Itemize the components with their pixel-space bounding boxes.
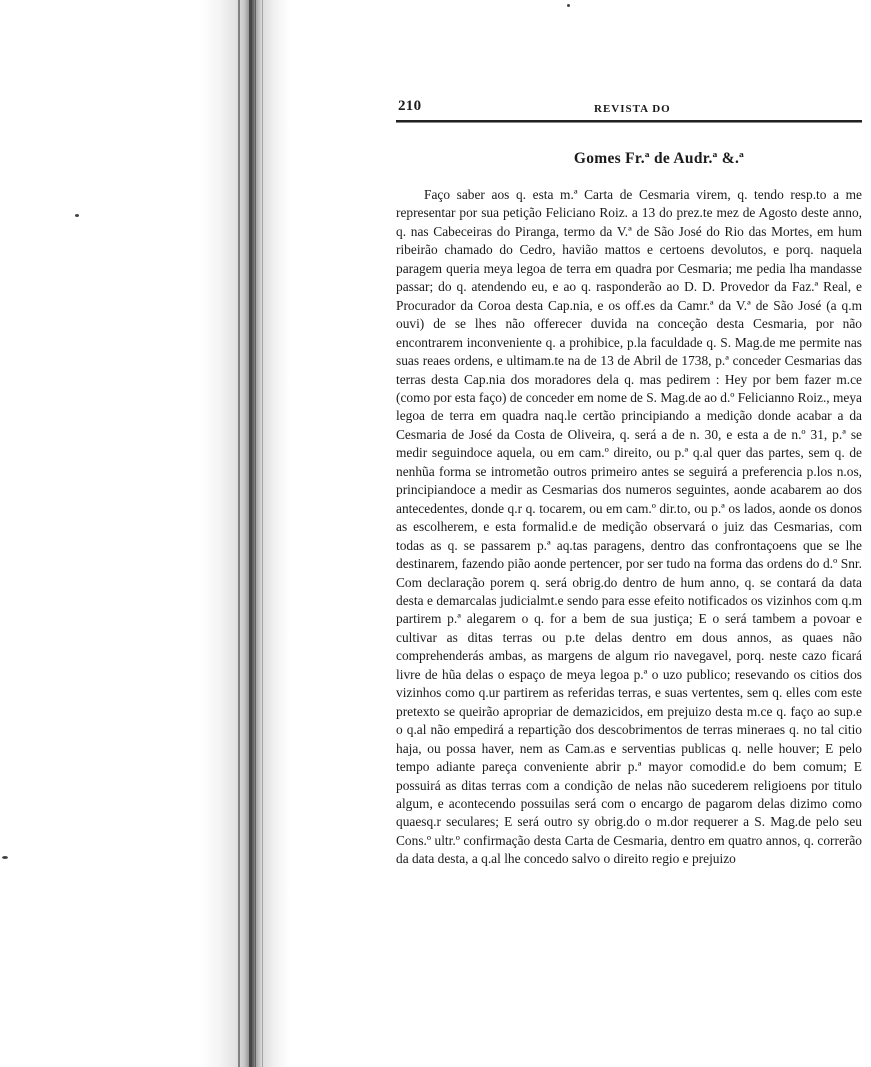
spine-line	[249, 0, 252, 1067]
dust-speck	[75, 214, 79, 217]
spine-line	[238, 0, 240, 1067]
document-body: Faço saber aos q. esta m.ª Carta de Cesmaria virem, q. tendo resp.to a me representar por sua petição Feliciano Roiz. a 13 do prez.te mez de Agosto deste anno, q. nas Cabeceiras do Piranga, termo da V.ª de São José do Rio das Mortes, em hum ribeirão chamado do Cedro, havião mattos e certoens devolutos, e porq. naquela paragem queria meya legoa de terra em quadra por Cesmaria; me pedia lha mandasse passar; do q. atendendo eu, e ao q. rasponderão ao D. D. Provedor da Faz.ª Real, e Procurador da Coroa desta Cap.nia, e os off.es da Camr.ª da V.ª de São José (a q.m ouvi) de se lhes não offerecer duvida na conceção desta Cesmaria, por não encontrarem inconveniente q. a prohibice, p.la faculdade q. S. Mag.de me permite nas suas reaes ordens, e ultimam.te na de 13 de Abril de 1738, p.ª conceder Cesmarias das terras desta Cap.nia dos moradores dela q. mas pedirem : Hey por bem fazer m.ce (como por esta faço) de conceder em nome de S. Mag.de ao d.º Felicianno Roiz., meya legoa de terra em quadra naq.le certão principiando a medição donde acabar a da Cesmaria de José da Costa de Oliveira, q. será a de n. 30, e esta a de n.º 31, p.ª se medir seguindoce aquela, ou em cam.º direito, ou p.ª q.al quer das partes, sem q. de nenhũa forma se intrometão outros primeiro antes se seguirá a preferencia p.los n.os, principiandoce a medir as Cesmarias dos numeros seguintes, aonde acabarem ao dos antecedentes, donde q.r q. tocarem, ou em cam.º dir.to, ou p.ª os lados, aonde os donos as escolherem, e esta formalid.e de medição observará o juiz das Cesmarias, com todas as q. se passarem p.ª aq.tas paragens, dentro das confrontaçoens que se lhe destinarem, fazendo pião aonde pertencer, por ser tudo na forma das ordens do d.º Snr. Com declaração porem q. será obrig.do dentro de hum anno, q. se contará da data desta e demarcalas judicialmt.e sendo para esse efeito notificados os vizinhos com q.m partirem p.ª alegarem o q. for a bem de sua justiça; E o será tambem a povoar e cultivar as ditas terras ou p.te delas dentro em dous annos, as quaes não comprehenderás ambas, as margens de algum rio navegavel, porq. neste cazo ficará livre de hũa delas o espaço de meya legoa p.ª o uzo publico; resevando os citios dos vizinhos como q.ur partirem as referidas terras, e suas vertentes, sem q. elles com este pretexto se queirão apropriar de demazicidos, em prejuizo desta m.ce q. faço ao sup.e o q.al não empedirá a repartição dos descobrimentos de terras mineraes q. no tal citio haja, ou possa haver, nem as Cam.as e serventias publicas q. nelle houver; E pelo tempo adiante pareça conveniente abrir p.ª mayor comodid.e do bem comum; E possuirá as ditas terras com a condição de nelas não sucederem religioens por titulo algum, e acontecendo possuilas será com o encargo de pagarom delas dizimo como quaesq.r seculares; E será outro sy obrig.do o m.dor requerer a S. Mag.de pelo seu Cons.º ultr.º confirmação desta Carta de Cesmaria, dentro em quatro annos, q. correrão da data desta, a q.al lhe concedo salvo o direito regio e prejuizo	[396, 187, 862, 867]
book-page	[396, 94, 862, 1054]
book-gutter	[0, 0, 290, 1067]
dust-speck	[567, 4, 570, 7]
spine-line	[262, 0, 263, 1067]
document-heading: Gomes Fr.ª de Audr.ª &.ª	[573, 150, 745, 167]
dust-speck	[2, 856, 8, 859]
running-title: REVISTA DO	[594, 103, 671, 115]
running-head	[396, 94, 862, 120]
spine-line	[255, 0, 256, 1067]
header-rule	[396, 120, 862, 123]
page-number: 210	[398, 98, 422, 114]
